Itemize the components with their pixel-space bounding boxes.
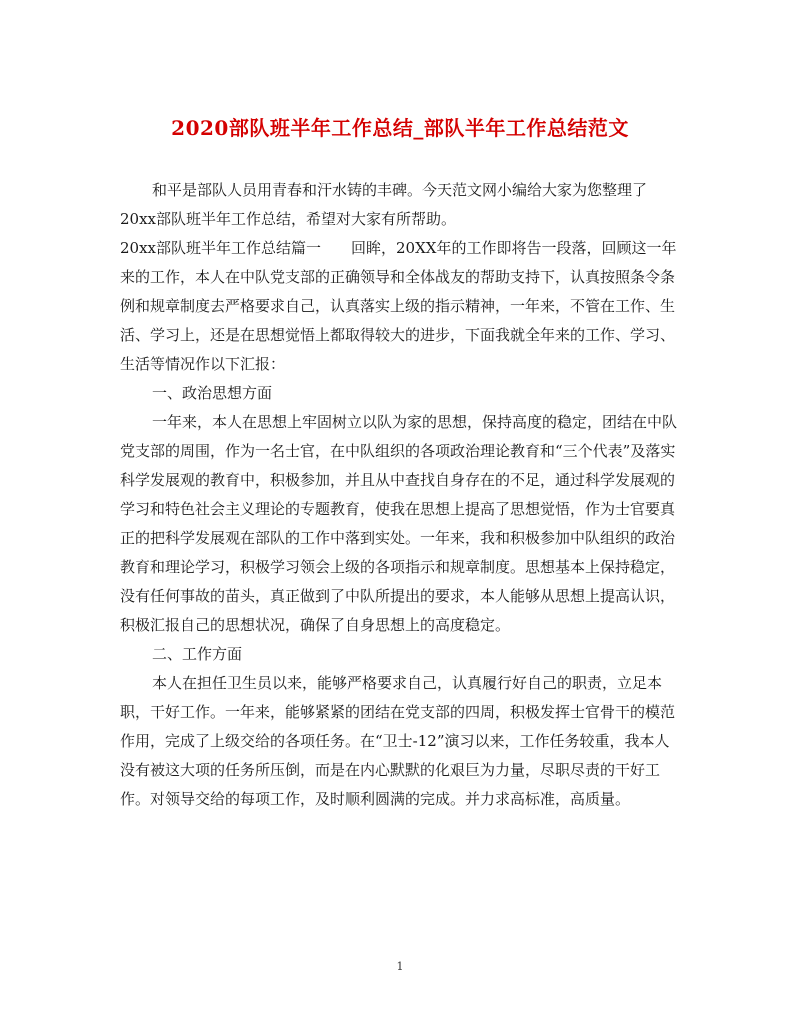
document-body (120, 176, 682, 814)
politics-paragraph: 一年来，本人在思想上牢固树立以队为家的思想，保持高度的稳定，团结在中队党支部的周围，作为一名士官，在中队组织的各项政治理论教育和“三个代表”及落实科学发展观的教育中，积极参加，并且从中查找自身存在的不足，通过科学发展观的学习和特色社会主义理论的专题教育，使我在思想上提高了思想觉悟，作为士官要真正的把科学发展观在部队的工作中落到实处。一年来，我和积极参加中队组织的政治教育和理论学习，积极学习领会上级的各项指示和规章制度。思想基本上保持稳定，没有任何事故的苗头，真正做到了中队所提出的要求，本人能够从思想上提高认识，积极汇报自己的思想状况，确保了自身思想上的高度稳定。 (120, 413, 678, 634)
section-heading-politics: 一、政治思想方面 (152, 384, 273, 402)
intro-paragraph: 和平是部队人员用青春和汗水铸的丰碑。今天范文网小编给大家为您整理了20xx部队班半年工作总结，希望对大家有所帮助。 (120, 181, 648, 228)
work-paragraph: 本人在担任卫生员以来，能够严格要求自己，认真履行好自己的职责，立足本职，干好工作。一年来，能够紧紧的团结在党支部的四周，积极发挥士官骨干的模范作用，完成了上级交给的各项任务。在“卫士-12”演习以来，工作任务较重，我本人没有被这大项的任务所压倒，而是在内心默默的化艰巨为力量，尽职尽责的干好工作。对领导交给的每项工作，及时顺利圆满的完成。并力求高标准，高质量。 (120, 674, 676, 808)
page-number: 1 (396, 960, 404, 973)
article-intro-paragraph: 20xx部队班半年工作总结篇一 回眸，20XX年的工作即将告一段落，回顾这一年来的工作，本人在中队党支部的正确领导和全体战友的帮助支持下，认真按照条令条例和规章制度去严格要求自己，认真落实上级的指示精神，一年来，不管在工作、生活、学习上，还是在思想觉悟上都取得较大的进步，下面我就全年来的工作、学习、生活等情况作以下汇报： (120, 239, 677, 373)
section-heading-work: 二、工作方面 (152, 645, 243, 663)
document-title: 2020部队班半年工作总结_部队半年工作总结范文 (171, 116, 629, 140)
